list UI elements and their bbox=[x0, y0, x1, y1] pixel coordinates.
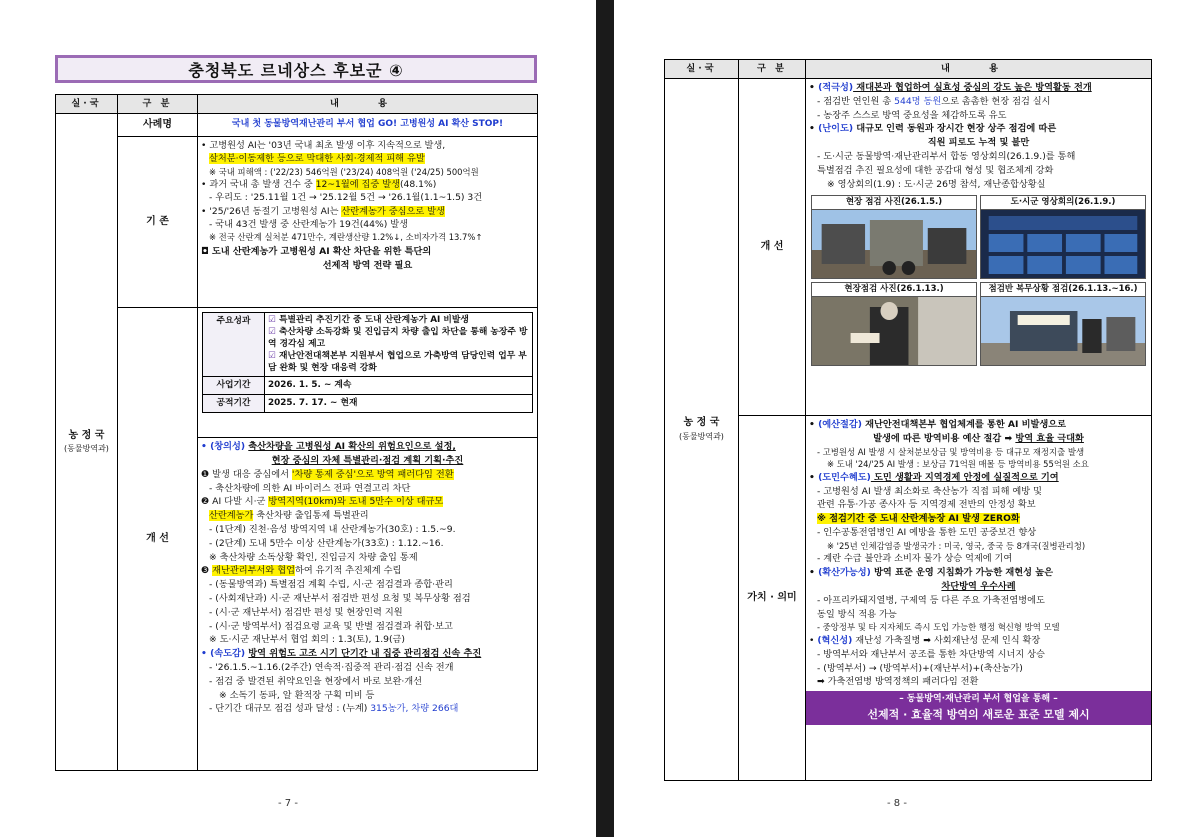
improve-result: 544명 동원 bbox=[894, 95, 942, 107]
existing-line: • 과거 국내 총 발생 건수 중 bbox=[201, 178, 316, 190]
improve-tag: • (창의성) bbox=[201, 441, 249, 453]
improve-line: ❸ bbox=[201, 565, 213, 577]
improve-tag: (적극성) bbox=[818, 82, 854, 93]
period-label: 사업기간 bbox=[203, 377, 265, 395]
photo-field-check-2 bbox=[811, 282, 977, 366]
header-content: 내 용 bbox=[806, 60, 1152, 79]
improve-result: 315농가, 차량 266대 bbox=[370, 703, 459, 715]
value-line: • bbox=[809, 635, 818, 646]
improve-highlight: 산란계농가 bbox=[209, 510, 254, 522]
existing-line: • 고병원성 AI는 '03년 국내 최초 발생 이후 지속적으로 발생, bbox=[201, 140, 446, 151]
value-line: - (방역부서) → (방역부서)+(재난부서)+(축산농가) bbox=[817, 662, 1023, 674]
value-note: ※ 도내 '24/'25 AI 발생 : 보상금 71억원 매몰 등 방역비용 55억원 소요 bbox=[827, 459, 1089, 470]
value-tag: (도민수혜도) bbox=[818, 471, 871, 483]
value-line: ➡ 가축전염병 방역정책의 패러다임 전환 bbox=[817, 676, 979, 688]
dept-cell bbox=[56, 114, 118, 771]
checkbox-square-icon: ◘ bbox=[201, 246, 212, 258]
existing-note: ※ 전국 산란계 실처분 471만수, 계란생산량 1.2%↓, 소비자가격 13.7%↑ bbox=[209, 232, 483, 243]
photo-grid bbox=[811, 195, 1146, 366]
value-line: - 인수공통전염병인 AI 예방을 통한 도민 공중보건 향상 bbox=[817, 527, 1037, 538]
improve-note: ※ 축산차량 소독상황 확인, 진입금지 차량 출입 통제 bbox=[209, 551, 418, 563]
improve-line: - 도·시군 동물방역·재난관리부서 합동 영상회의(26.1.9.)를 통해 bbox=[817, 150, 1076, 162]
photo-field-check-1 bbox=[811, 195, 977, 279]
value-line: 도민 생활과 지역경제 안정에 실질적으로 기여 bbox=[870, 471, 1059, 483]
value-tag: (혁신성) bbox=[817, 635, 853, 646]
case-title: 국내 첫 동물방역재난관리 부서 협업 GO! 고병원성 AI 확산 STOP! bbox=[198, 114, 538, 137]
existing-content bbox=[198, 137, 538, 308]
summary-cell bbox=[198, 308, 538, 438]
page-number: - 8 - bbox=[887, 798, 907, 809]
dept-cell bbox=[665, 79, 739, 781]
photo-caption: 도·시군 영상회의(26.1.9.) bbox=[981, 196, 1145, 210]
summary-item: 재난안전대책본부 지원부서 협업으로 가축방역 담당인력 업무 부담 완화 및 현장 대응력 강화 bbox=[268, 350, 527, 373]
improve-line: 하여 유기적 추진체계 수립 bbox=[294, 565, 402, 577]
header-dept: 실·국 bbox=[56, 95, 118, 114]
value-line: 재난안전대책본부 협업체계를 통한 AI 비발생으로 bbox=[861, 419, 1067, 430]
value-note: ※ '25년 인체감염증 발생국가 : 미국, 영국, 중국 등 8개국(질병관리청) bbox=[827, 540, 1086, 551]
improve-tag: • (속도감) bbox=[201, 648, 249, 660]
header-content: 내 용 bbox=[198, 95, 538, 114]
value-tag: (예산절감) bbox=[818, 419, 862, 430]
improve-line: - 단기간 대규모 점검 성과 달성 : (누계) bbox=[209, 703, 371, 715]
summary-items bbox=[265, 313, 533, 377]
improve-line: 방역 위험도 고조 시기 단기간 내 집중 관리점검 신속 추진 bbox=[248, 648, 482, 660]
value-highlight: ※ 점검기간 중 도내 산란계농장 AI 발생 ZERO화 bbox=[817, 513, 1020, 525]
improve-line: - 점검 중 발견된 취약요인을 현장에서 바로 보완·개선 bbox=[209, 675, 423, 687]
improve-line: 재대본과 협업하여 실효성 중심의 강도 높은 방역활동 전개 bbox=[853, 82, 1092, 93]
conclusion-line: – 동물방역·재난관리 부서 협업을 통해 – bbox=[899, 694, 1058, 705]
value-line: 방역 표준 운영 지침화가 가능한 재현성 높은 bbox=[870, 567, 1054, 579]
improve-note: ※ 소독기 동파, 알 환적장 구획 미비 등 bbox=[219, 689, 375, 701]
public-value: 2025. 7. 17. ~ 현재 bbox=[265, 395, 533, 413]
improve-line: - 점검반 연인원 총 bbox=[817, 95, 895, 107]
check-icon: ☑ bbox=[268, 350, 279, 361]
improve-note: ※ 영상회의(1.9) : 도·시군 26명 참석, 재난종합상황실 bbox=[827, 178, 1046, 190]
check-icon: ☑ bbox=[268, 326, 279, 337]
value-line: - 계란 수급 불안과 소비자 물가 상승 억제에 기여 bbox=[817, 553, 1013, 565]
page-7 bbox=[0, 0, 596, 837]
value-line: 차단방역 우수사례 bbox=[941, 581, 1016, 592]
existing-conclusion: 선제적 방역 전략 필요 bbox=[322, 259, 413, 271]
dept-name: 농 정 국 bbox=[68, 429, 105, 441]
existing-note: ※ 국내 피해액 : ('22/23) 546억원 ('23/24) 408억원 ('24/25) 500억원 bbox=[209, 166, 479, 177]
photo-image bbox=[812, 297, 976, 365]
existing-highlight: 산란계농가 중심으로 발생 bbox=[341, 205, 445, 217]
existing-highlight: 12~1월에 집중 발생 bbox=[315, 178, 400, 190]
improve-line: 으로 촘촘한 현장 점검 실시 bbox=[941, 95, 1051, 107]
improve-content bbox=[806, 79, 1152, 416]
conclusion-band bbox=[806, 691, 1151, 725]
improve-note: ※ 도·시군 재난부서 협업 회의 : 1.3(토), 1.9(금) bbox=[209, 634, 406, 646]
header-category: 구 분 bbox=[118, 95, 198, 114]
improve-line: - 축산차량에 의한 AI 바이러스 전파 연결고리 차단 bbox=[209, 482, 411, 494]
conclusion-line: 선제적 · 효율적 방역의 새로운 표준 모델 제시 bbox=[867, 707, 1090, 721]
photo-caption: 현장점검 사진(26.1.13.) bbox=[812, 283, 976, 297]
photo-video-meeting bbox=[980, 195, 1146, 279]
existing-highlight: 살처분·이동제한 등으로 막대한 사회·경제적 피해 유발 bbox=[209, 153, 425, 165]
photo-duty-check bbox=[980, 282, 1146, 366]
value-line: - 방역부서와 재난부서 공조를 통한 차단방역 시너지 상승 bbox=[817, 648, 1045, 660]
improve-line: - (동물방역과) 특별점검 계획 수립, 시·군 점검결과 종합·관리 bbox=[209, 579, 453, 591]
content-table-page7 bbox=[55, 94, 538, 771]
improve-line: - 농장주 스스로 방역 중요성을 체감하도록 유도 bbox=[817, 109, 1007, 121]
period-value: 2026. 1. 5. ~ 계속 bbox=[265, 377, 533, 395]
improve-line: 축산차량 출입통제 특별관리 bbox=[253, 510, 369, 522]
dept-name: 농 정 국 bbox=[683, 417, 720, 429]
value-line: 동일 방식 적용 가능 bbox=[817, 608, 897, 620]
improve-line: 특별점검 추진 필요성에 대한 공감대 형성 및 협조체계 강화 bbox=[817, 164, 1054, 176]
page-banner bbox=[55, 55, 537, 83]
page-number: - 7 - bbox=[278, 798, 298, 809]
dept-sub: (동물방역과) bbox=[64, 444, 109, 454]
check-icon: ☑ bbox=[268, 315, 279, 325]
summary-table bbox=[202, 312, 533, 413]
photo-caption: 점검반 복무상황 점검(26.1.13.~16.) bbox=[981, 283, 1145, 297]
improve-line: - (시·군 방역부서) 점검요령 교육 및 반별 점검결과 취합·보고 bbox=[209, 620, 453, 632]
improve-line: 대규모 인력 동원과 장시간 현장 상주 점검에 따른 bbox=[853, 123, 1057, 135]
existing-conclusion: 도내 산란계농가 고병원성 AI 확산 차단을 위한 특단의 bbox=[211, 246, 432, 258]
public-label: 공적기간 bbox=[203, 395, 265, 413]
value-label: 가치 · 의미 bbox=[739, 416, 806, 781]
improve-highlight: 방역지역(10km)와 도내 5만수 이상 대규모 bbox=[268, 496, 444, 508]
improve-line: 축산차량을 고병원성 AI 확산의 위험요인으로 설정, bbox=[248, 441, 456, 453]
content-table-page8 bbox=[664, 59, 1152, 781]
improve-label: 개 선 bbox=[739, 79, 806, 416]
improve-line: - (2단계) 도내 5만수 이상 산란계농가(33호) : 1.12.~16. bbox=[209, 537, 444, 549]
header-category: 구 분 bbox=[739, 60, 806, 79]
summary-item: 특별관리 추진기간 중 도내 산란계농가 AI 비발생 bbox=[278, 315, 469, 325]
improve-line: 현장 중심의 자체 특별관리·점검 계획 기획·추진 bbox=[271, 454, 464, 466]
improve-line: ❶ 발생 대응 중심에서 bbox=[201, 468, 292, 480]
improve-label: 개 선 bbox=[118, 308, 198, 771]
improve-line: • bbox=[809, 123, 819, 135]
value-line: - 고병원성 AI 발생 최소화로 축산농가 직접 피해 예방 및 bbox=[817, 485, 1042, 497]
existing-line: (48.1%) bbox=[399, 178, 437, 190]
value-line: - 고병원성 AI 발생 시 살처분보상금 및 방역비용 등 대규모 재정지출 발생 bbox=[817, 446, 1085, 457]
improve-line: ❷ AI 다발 시·군 bbox=[201, 496, 269, 508]
dept-sub: (동물방역과) bbox=[679, 431, 724, 441]
existing-line: • '25/'26년 동절기 고병원성 AI는 bbox=[201, 205, 342, 217]
photo-image bbox=[981, 210, 1145, 278]
value-line: 발생에 따른 방역비용 예산 절감 ➡ bbox=[873, 432, 1016, 444]
improve-tag: (난이도) bbox=[818, 123, 854, 135]
banner-title: 충청북도 르네상스 후보군 ④ bbox=[188, 60, 404, 80]
page-gutter bbox=[596, 0, 614, 837]
photo-image bbox=[981, 297, 1145, 365]
improve-highlight: 재난관리부서와 협업 bbox=[212, 565, 295, 577]
existing-line: - 국내 43건 발생 중 산란계농가 19건(44%) 발생 bbox=[209, 218, 408, 230]
improve-line: • bbox=[809, 82, 819, 93]
page-8 bbox=[614, 0, 1201, 837]
summary-label: 주요성과 bbox=[203, 313, 265, 377]
value-line: 재난성 가축질병 ➡ 사회재난성 문제 인식 확장 bbox=[852, 635, 1041, 646]
improve-line: 직원 피로도 누적 및 불만 bbox=[927, 137, 1030, 149]
photo-caption: 현장 점검 사진(26.1.5.) bbox=[812, 196, 976, 210]
existing-label: 기 존 bbox=[118, 137, 198, 308]
improve-content bbox=[198, 438, 538, 771]
value-line: 방역 효율 극대화 bbox=[1015, 432, 1084, 444]
improve-line: - (시·군 재난부서) 점검반 편성 및 현장인력 지원 bbox=[209, 606, 403, 618]
value-content bbox=[806, 416, 1152, 781]
header-dept: 실·국 bbox=[665, 60, 739, 79]
summary-item: 축산차량 소독강화 및 진입금지 차량 출입 차단을 통해 농장주 방역 경각심 제고 bbox=[268, 326, 528, 349]
existing-line: - 우리도 : '25.11월 1건 → '25.12월 5건 → '26.1월(1.1~1.5) 3건 bbox=[209, 192, 483, 204]
value-line: 관련 유통·가공 종사자 등 지역경제 전반의 안정성 확보 bbox=[817, 499, 1036, 511]
value-tag: (확산가능성) bbox=[818, 567, 871, 579]
improve-line: - (사회재난과) 시·군 재난부서 점검반 편성 요청 및 복무상황 점검 bbox=[209, 592, 471, 604]
improve-line: - '26.1.5.~1.16.(2주간) 연속적·집중적 관리·점검 신속 전개 bbox=[209, 661, 454, 673]
value-line: • bbox=[809, 567, 819, 579]
value-line: - 아프리카돼지열병, 구제역 등 다른 주요 가축전염병에도 bbox=[817, 594, 1045, 606]
improve-highlight: '차량 통제 중심'으로 방역 패러다임 전환 bbox=[291, 468, 454, 480]
improve-line: - (1단계) 진천·음성 방역지역 내 산란계농가(30호) : 1.5.~9. bbox=[209, 523, 456, 535]
value-line: - 중앙정부 및 타 지자체도 즉시 도입 가능한 행정 혁신형 방역 모델 bbox=[817, 622, 1060, 633]
case-label: 사례명 bbox=[118, 114, 198, 137]
value-line: • bbox=[809, 471, 819, 483]
photo-image bbox=[812, 210, 976, 278]
value-line: • bbox=[809, 419, 819, 430]
